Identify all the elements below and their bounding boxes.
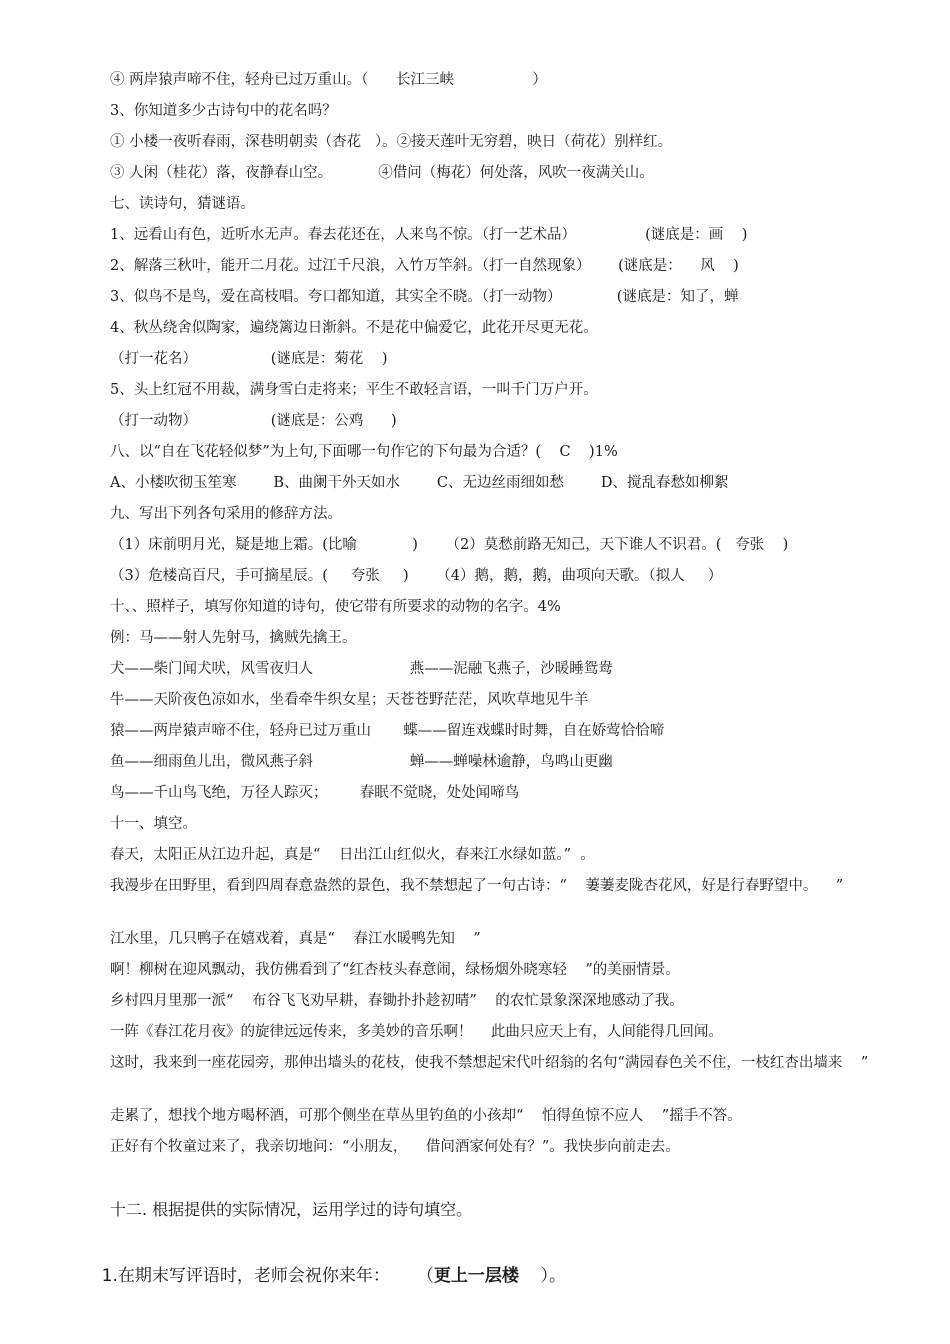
text-line: （1）床前明月光，疑是地上霜。(比喻 ) （2）莫愁前路无知己，天下谁人不识君。( 夸张 ) [110, 537, 789, 553]
text-line: 一阵《春江花月夜》的旋律远远传来，多美妙的音乐啊！ 此曲只应天上有，人间能得几回闻。 [110, 1024, 723, 1040]
text-line: （打一花名） (谜底是：菊花 ) [110, 351, 388, 367]
text-line: ④ 两岸猿声啼不住，轻舟已过万重山。（ 长江三峡 ） [110, 72, 547, 88]
text-line: 1、远看山有色，近听水无声。春去花还在，人来鸟不惊。（打一艺术品） (谜底是：画 ) [110, 227, 748, 243]
text-line: 3、你知道多少古诗句中的花名吗？ [110, 103, 337, 119]
text-line: 4、秋丛绕舍似陶家，遍绕篱边日渐斜。不是花中偏爱它，此花开尽更无花。 [110, 320, 598, 336]
text-line: （打一动物） (谜底是：公鸡 ) [110, 413, 397, 429]
text-line: 5、头上红冠不用裁，满身雪白走将来；平生不敢轻言语，一叫千门万户开。 [110, 382, 598, 398]
text-line: 正好有个牧童过来了，我亲切地问：“小朋友， 借问酒家何处有？”。我快步向前走去。 [110, 1139, 680, 1155]
answer-text: 更上一层楼 [433, 1266, 519, 1286]
section-heading: 七、读诗句，猜谜语。 [110, 196, 255, 212]
text-line: A、小楼吹彻玉笙寒 B、曲阑干外天如水 C、无边丝雨细如愁 D、搅乱春愁如柳絮 [110, 475, 729, 491]
text-line: 犬——柴门闻犬吠，风雪夜归人 燕——泥融飞燕子，沙暖睡鸳鸯 [110, 661, 613, 677]
text-line: 例：马——射人先射马，擒贼先擒王。 [110, 630, 357, 646]
text-line: 走累了，想找个地方喝杯酒，可那个侧坐在草丛里钓鱼的小孩却“ 怕得鱼惊不应人 ”摇手不答。 [110, 1108, 742, 1124]
question-suffix: ）。 [518, 1266, 566, 1286]
section-heading: 十、、照样子，填写你知道的诗句，使它带有所要求的动物的名字。4% [110, 599, 561, 615]
text-line: 江水里，几只鸭子在嬉戏着，真是“ 春江水暖鸭先知 ” [110, 931, 481, 947]
text-line: （3）危楼高百尺，手可摘星辰。( 夸张 ) （4）鹅，鹅，鹅，曲项向天歌。（拟人 ） [110, 568, 723, 584]
text-line: ③ 人闲（桂花）落，夜静春山空。 ④借问（梅花）何处落，风吹一夜满关山。 [110, 165, 654, 181]
text-line: 啊！柳树在迎风飘动，我仿佛看到了“红杏枝头春意闹，绿杨烟外晓寒轻 ”的美丽情景。 [110, 962, 680, 978]
section-heading: 八、以“自在飞花轻似梦”为上句,下面哪一句作它的下句最为合适？( C )1% [110, 444, 618, 460]
text-line: 2、解落三秋叶，能开二月花。过江千尺浪，入竹万竿斜。（打一自然现象） (谜底是： 风 ) [110, 258, 739, 274]
text-line: 春天，太阳正从江边升起，真是“ 日出江山红似火，春来江水绿如蓝。” 。 [110, 847, 595, 863]
section-heading: 九、写出下列各句采用的修辞方法。 [110, 506, 342, 522]
section-heading: 十二. 根据提供的实际情况，运用学过的诗句填空。 [110, 1200, 473, 1219]
section-heading: 十一、填空。 [110, 816, 197, 832]
text-line: 鸟——千山鸟飞绝，万径人踪灭； 春眠不觉晓，处处闻啼鸟 [110, 785, 520, 801]
question-line [80, 1243, 566, 1309]
text-line: 猿——两岸猿声啼不住，轻舟已过万重山 蝶——留连戏蝶时时舞，自在娇莺恰恰啼 [110, 723, 665, 739]
text-line: 牛——天阶夜色凉如水，坐看牵牛织女星；天苍苍野茫茫，风吹草地见牛羊 [110, 692, 589, 708]
question-prefix: 1.在期末写评语时，老师会祝你来年： （ [101, 1266, 434, 1286]
text-line: 乡村四月里那一派“ 布谷飞飞劝早耕，春锄扑扑趁初晴” 的农忙景象深深地感动了我。 [110, 993, 684, 1009]
text-line: 这时，我来到一座花园旁，那伸出墙头的花枝，使我不禁想起宋代叶绍翁的名句“满园春色关不住，一枝红杏出墙来 ” [110, 1055, 869, 1071]
text-line: ① 小楼一夜听春雨，深巷明朝卖（杏花 ）。②接天莲叶无穷碧，映日（荷花）别样红。 [110, 134, 673, 150]
text-line: 我漫步在田野里，看到四周春意盎然的景色，我不禁想起了一句古诗：“ 萋萋麦陇杏花风，好是行春野望中。 ” [110, 878, 844, 894]
text-line: 3、似鸟不是鸟，爱在高枝唱。夸口都知道，其实全不晓。（打一动物） (谜底是：知了，蝉 [110, 289, 739, 305]
text-line: 鱼——细雨鱼儿出，微风燕子斜 蝉——蝉噪林逾静，鸟鸣山更幽 [110, 754, 613, 770]
